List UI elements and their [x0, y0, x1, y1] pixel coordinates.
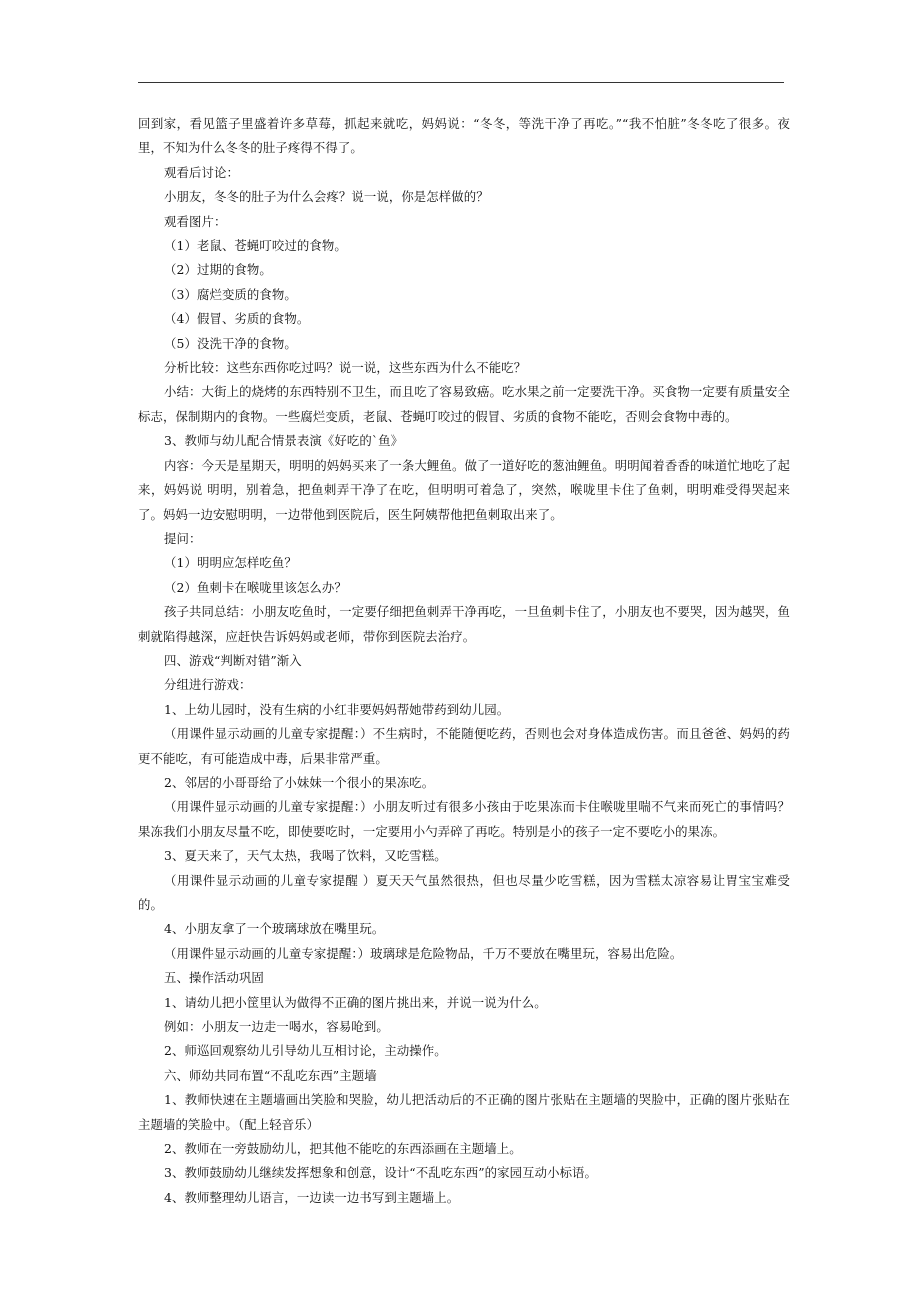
list-item-picture-4: （4）假冒、劣质的食物。 — [164, 311, 310, 327]
paragraph-discussion-question: 小朋友，冬冬的肚子为什么会疼？说一说，你是怎样做的？ — [164, 189, 489, 205]
list-item-theme-wall-3: 3、教师鼓励幼儿继续发挥想象和创意，设计“不乱吃东西”的家园互动小标语。 — [164, 1165, 598, 1181]
paragraph-expert-tip-1: （用课件显示动画的儿童专家提醒：）不生病时，不能随便吃药，否则也会对身体造成伤害。而且爸爸、妈妈的药更不能吃，有可能造成中毒，后果非常严重。 — [138, 726, 790, 766]
list-item-theme-wall-1: 1、教师快速在主题墙画出笑脸和哭脸，幼儿把活动后的不正确的图片张贴在主题墙的哭脸中，正确的图片张贴在主题墙的笑脸中。（配上轻音乐） — [138, 1092, 790, 1132]
paragraph-comparison: 分析比较：这些东西你吃过吗？说一说，这些东西为什么不能吃？ — [164, 360, 527, 376]
document-body — [138, 112, 790, 1210]
list-item-activity-1: 1、请幼儿把小筐里认为做得不正确的图片挑出来，并说一说为什么。 — [164, 994, 547, 1010]
header-rule — [138, 82, 784, 83]
section-heading-theme-wall: 六、师幼共同布置“不乱吃东西”主题墙 — [164, 1067, 377, 1083]
paragraph-example: 例如：小朋友一边走一喝水，容易呛到。 — [164, 1019, 389, 1035]
section-heading-play: 3、教师与幼儿配合情景表演《好吃的`鱼》 — [164, 433, 404, 449]
section-heading-activity: 五、操作活动巩固 — [164, 970, 264, 986]
list-item-theme-wall-2: 2、教师在一旁鼓励幼儿，把其他不能吃的东西添画在主题墙上。 — [164, 1141, 522, 1157]
paragraph-discussion-heading: 观看后讨论： — [164, 164, 239, 180]
paragraph-children-summary: 孩子共同总结：小朋友吃鱼时，一定要仔细把鱼刺弄干净再吃，一旦鱼刺卡住了，小朋友也不要哭，因为越哭，鱼刺就陷得越深，应赶快告诉妈妈或老师，带你到医院去治疗。 — [138, 604, 790, 644]
paragraph-questions-heading: 提问： — [164, 530, 202, 546]
list-item-picture-5: （5）没洗干净的食物。 — [164, 335, 297, 351]
paragraph-expert-tip-4: （用课件显示动画的儿童专家提醒：）玻璃球是危险物品，千万不要放在嘴里玩，容易出危险。 — [164, 945, 683, 961]
paragraph-pictures-heading: 观看图片： — [164, 213, 227, 229]
list-item-picture-2: （2）过期的食物。 — [164, 262, 272, 278]
section-heading-game: 四、游戏“判断对错”渐入 — [164, 652, 302, 668]
list-item-activity-2: 2、师巡回观察幼儿引导幼儿互相讨论，主动操作。 — [164, 1043, 447, 1059]
paragraph-story-end: 回到家，看见篮子里盛着许多草莓，抓起来就吃，妈妈说：“冬冬，等洗干净了再吃。”“我不怕脏”冬冬吃了很多。夜里，不知为什么冬冬的肚子疼得不得了。 — [138, 116, 790, 156]
list-item-game-3: 3、夏天来了，天气太热，我喝了饮料，又吃雪糕。 — [164, 848, 447, 864]
paragraph-play-content: 内容：今天是星期天，明明的妈妈买来了一条大鲤鱼。做了一道好吃的葱油鲤鱼。明明闻着香香的味道忙地吃了起来，妈妈说 明明，别着急，把鱼刺弄干净了在吃，但明明可着急了，突然，喉咙里卡住了鱼刺，明明难受得哭起来了。妈妈一边安慰明明，一边带他到医院后，医生阿姨帮他把鱼刺取出来了。 — [138, 457, 790, 522]
list-item-question-1: （1）明明应怎样吃鱼？ — [164, 555, 297, 571]
list-item-question-2: （2）鱼刺卡在喉咙里该怎么办？ — [164, 579, 347, 595]
paragraph-summary: 小结：大街上的烧烤的东西特别不卫生，而且吃了容易致癌。吃水果之前一定要洗干净。买食物一定要有质量安全标志，保制期内的食物。一些腐烂变质，老鼠、苍蝇叮咬过的假冒、劣质的食物不能吃，否则会食物中毒的。 — [138, 384, 790, 424]
list-item-game-4: 4、小朋友拿了一个玻璃球放在嘴里玩。 — [164, 921, 385, 937]
list-item-game-1: 1、上幼儿园时，没有生病的小红非要妈妈帮她带药到幼儿园。 — [164, 701, 510, 717]
list-item-game-2: 2、邻居的小哥哥给了小妹妹一个很小的果冻吃。 — [164, 774, 435, 790]
paragraph-group-game: 分组进行游戏： — [164, 677, 252, 693]
paragraph-expert-tip-2: （用课件显示动画的儿童专家提醒：）小朋友听过有很多小孩由于吃果冻而卡住喉咙里喘不气来而死亡的事情吗？果冻我们小朋友尽量不吃，即使要吃时，一定要用小勺弄碎了再吃。特别是小的孩子一定不要吃小的果冻。 — [138, 799, 790, 839]
list-item-theme-wall-4: 4、教师整理幼儿语言，一边读一边书写到主题墙上。 — [164, 1189, 460, 1205]
list-item-picture-1: （1）老鼠、苍蝇叮咬过的食物。 — [164, 238, 347, 254]
paragraph-expert-tip-3: （用课件显示动画的儿童专家提醒 ）夏天天气虽然很热，但也尽量少吃雪糕，因为雪糕太凉容易让胃宝宝难受的。 — [138, 872, 790, 912]
list-item-picture-3: （3）腐烂变质的食物。 — [164, 286, 297, 302]
